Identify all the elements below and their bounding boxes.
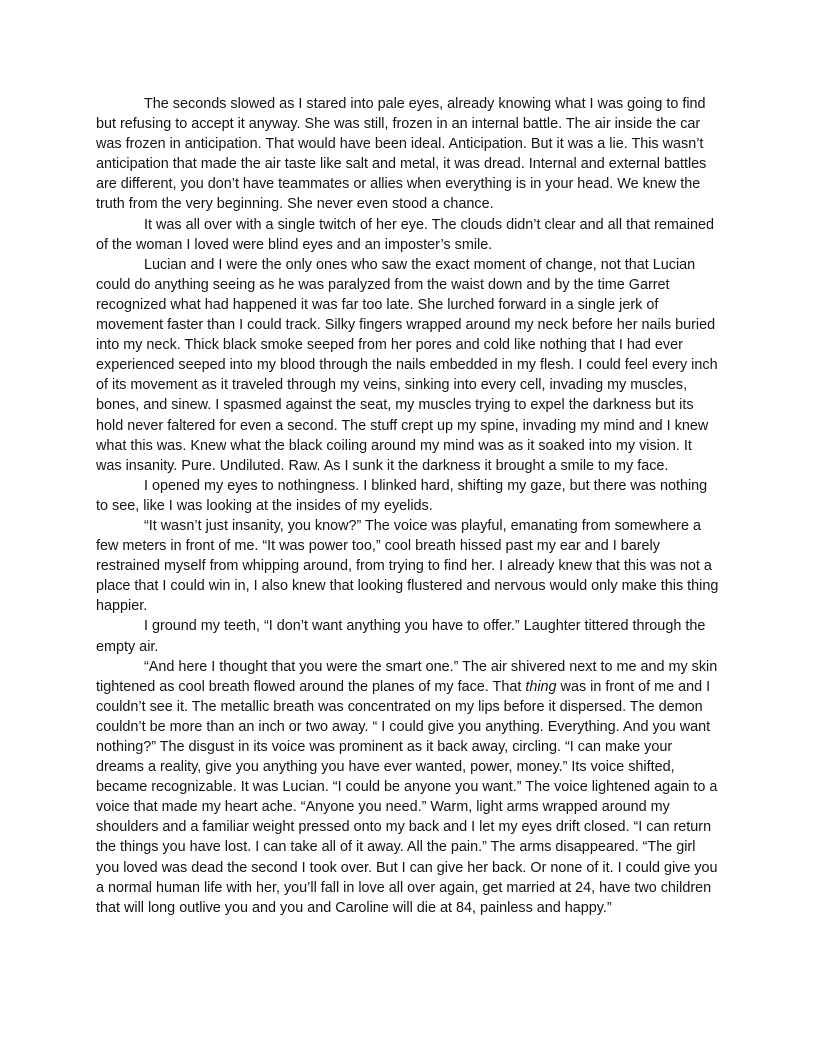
paragraph-6: I ground my teeth, “I don’t want anything you have to offer.” Laughter tittered through the empty air. — [96, 618, 706, 655]
paragraph-2: It was all over with a single twitch of her eye. The clouds didn’t clear and all that remained of the woman I loved were blind eyes and an imposter’s smile. — [96, 216, 715, 253]
paragraph-7-start: “And here I thought that you were the smart one.” The air shivered next to me and my skin tightened as cool breath flowed around the planes of my face. That — [96, 658, 718, 695]
paragraph-4: I opened my eyes to nothingness. I blinked hard, shifting my gaze, but there was nothing to see, like I was looking at the insides of my eyelids. — [96, 477, 708, 514]
document-page — [96, 94, 720, 918]
paragraph-7-italic: thing — [525, 678, 557, 695]
paragraph-7 — [96, 657, 720, 918]
paragraph-3: Lucian and I were the only ones who saw the exact moment of change, not that Lucian could do anything seeing as he was paralyzed from the waist down and by the time Garret recognized what had happened it was far too late. She lurched forward in a single jerk of movement faster than I could track. Silky fingers wrapped around my neck before her nails buried into my neck. Thick black smoke seeped from her pores and cold like nothing that I had ever experienced seeped into my blood through the nails embedded in my flesh. I could feel every inch of its movement as it traveled through my veins, sinking into every cell, invading my muscles, bones, and sinew. I spasmed against the seat, my muscles trying to expel the darkness but its hold never faltered for even a second. The stuff crept up my spine, invading my mind and I knew what this was. Knew what the black coiling around my mind was as it soaked into my vision. It was insanity. Pure. Undiluted. Raw. As I sunk it the darkness it brought a smile to my face. — [96, 256, 718, 474]
paragraph-1: The seconds slowed as I stared into pale eyes, already knowing what I was going to find but refusing to accept it anyway. She was still, frozen in an internal battle. The air inside the car was frozen in anticipation. That would have been ideal. Anticipation. But it was a lie. This wasn’t anticipation that made the air taste like salt and metal, it was dread. Internal and external battles are different, you don’t have teammates or allies when everything is in your head. We knew the truth from the very beginning. She never even stood a chance. — [96, 96, 707, 213]
paragraph-7-end: was in front of me and I couldn’t see it. The metallic breath was concentrated on my lips before it dispersed. The demon couldn’t be more than an inch or two away. “ I could give you anything. Everything. And you want nothing?” The disgust in its voice was prominent as it back away, circling. “I can make your dreams a reality, give you anything you have ever wanted, power, money.” Its voice shifted, became recognizable. It was Lucian. “I could be anyone you want.” The voice lightened again to a voice that made my heart ache. “Anyone you need.” Warm, light arms wrapped around my shoulders and a familiar weight pressed onto my back and I let my eyes drift closed. “I can return the things you have lost. I can take all of it away. All the pain.” The arms disappeared. “The girl you loved was dead the second I took over. But I can give her back. Or none of it. I could give you a normal human life with her, you’ll fall in love all over again, get married at 24, have two children that will long outlive you and you and Caroline will die at 84, painless and happy.” — [96, 678, 718, 916]
paragraph-5: “It wasn’t just insanity, you know?” The voice was playful, emanating from somewhere a few meters in front of me. “It was power too,” cool breath hissed past my ear and I barely restrained myself from whipping around, from trying to find her. I already knew that this was not a place that I could win in, I also knew that looking flustered and nervous would only make this thing happier. — [96, 517, 719, 615]
